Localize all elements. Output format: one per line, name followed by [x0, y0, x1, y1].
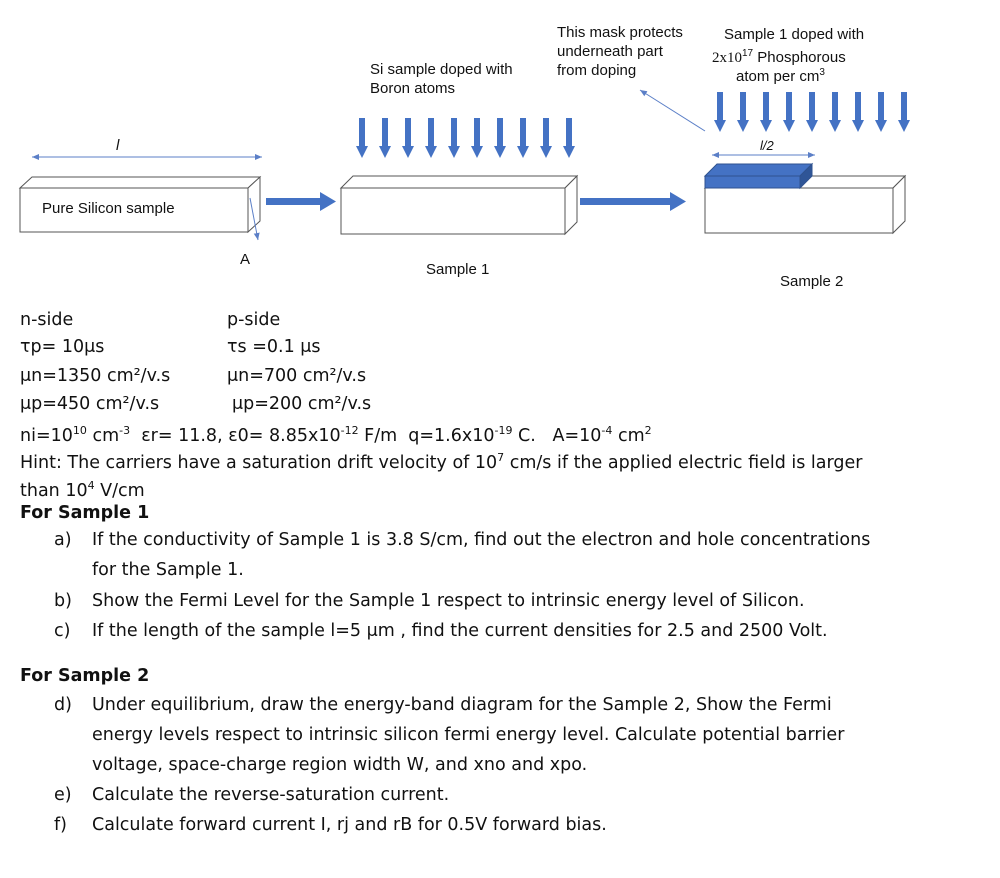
question-f-text: Calculate forward current I, rj and rB for 0.5V forward bias.	[92, 815, 607, 835]
e0-exponent: -12	[340, 424, 359, 437]
pure-silicon-label: Pure Silicon sample	[42, 200, 175, 217]
mask-label-line3: from doping	[557, 62, 637, 79]
p-side-line-3: μp=200 cm²/v.s	[232, 394, 372, 414]
area-unit: cm	[612, 425, 645, 446]
doping-unit: atom per cm	[736, 68, 820, 85]
sample1-label: Sample 1	[426, 261, 490, 278]
hint-velocity-exponent: 7	[497, 451, 505, 464]
question-e-text: Calculate the reverse-saturation current.	[92, 785, 450, 805]
n-side-line-1: τp= 10μs	[20, 337, 105, 357]
boron-doping-arrows	[356, 118, 575, 158]
question-a-cont: for the Sample 1.	[92, 560, 244, 580]
hint-text-2: cm/s if the applied electric field is larger	[504, 452, 863, 473]
sample1-box	[341, 176, 577, 234]
doping-species: Phosphorous	[753, 49, 846, 66]
semiconductor-diagram	[0, 0, 1000, 300]
area-value: C. A=10	[512, 425, 602, 446]
question-f	[54, 810, 607, 840]
ni-value: ni=10	[20, 425, 73, 446]
area-label: A	[240, 251, 251, 268]
charge-exponent: -19	[494, 424, 513, 437]
mask-block	[705, 164, 812, 188]
mask-pointer-arrow	[640, 90, 705, 131]
area-unit-exponent: 2	[644, 424, 652, 437]
question-a-line1: If the conductivity of Sample 1 is 3.8 S/cm, find out the electron and hole concentrations	[92, 530, 871, 550]
question-a	[54, 525, 870, 555]
hint-line-1	[20, 443, 862, 478]
hint-text-1: Hint: The carriers have a saturation drift velocity of 10	[20, 452, 498, 473]
hint-text-3: than 10	[20, 480, 88, 501]
phosphorous-doping-arrows	[714, 92, 910, 132]
mask-label-line2: underneath part	[557, 43, 663, 60]
question-b	[54, 586, 805, 616]
process-arrow-1	[266, 192, 336, 211]
question-e	[54, 780, 449, 810]
question-e-marker: e)	[54, 785, 72, 805]
half-length-label: l/2	[760, 138, 774, 153]
n-side-title: n-side	[20, 310, 74, 330]
hint-field-exponent: 4	[87, 479, 95, 492]
n-side-line-2: μn=1350 cm²/v.s	[20, 366, 171, 386]
hint-text-4: V/cm	[94, 480, 145, 501]
ni-unit: cm	[86, 425, 120, 446]
process-arrow-2	[580, 192, 686, 211]
sample2-section-title: For Sample 2	[20, 666, 150, 686]
question-c-text: If the length of the sample l=5 μm , find the current densities for 2.5 and 2500 Volt.	[92, 621, 828, 641]
question-b-marker: b)	[54, 591, 72, 611]
ni-exponent: 10	[72, 424, 87, 437]
question-c-marker: c)	[54, 621, 71, 641]
si-boron-label-line2: Boron atoms	[370, 80, 456, 97]
si-boron-label-line1: Si sample doped with	[370, 61, 513, 78]
charge-value: F/m q=1.6x10	[358, 425, 495, 446]
diagram-svg	[0, 0, 1000, 300]
permittivity-values: εr= 11.8, ε0= 8.85x10	[130, 425, 341, 446]
sample2-label: Sample 2	[780, 273, 844, 290]
question-c	[54, 616, 828, 646]
question-d-line1: Under equilibrium, draw the energy-band diagram for the Sample 2, Show the Fermi	[92, 695, 832, 715]
question-f-marker: f)	[54, 815, 67, 835]
question-d-line2: energy levels respect to intrinsic silicon fermi energy level. Calculate potential barrier	[92, 725, 845, 745]
question-b-text: Show the Fermi Level for the Sample 1 respect to intrinsic energy level of Silicon.	[92, 591, 805, 611]
sample1-doped-label-line1: Sample 1 doped with	[724, 26, 865, 43]
doping-exponent: 17	[742, 48, 754, 59]
p-side-line-1: τs =0.1 μs	[227, 337, 321, 357]
ni-unit-exponent: -3	[119, 424, 131, 437]
doping-unit-exponent: 3	[819, 67, 825, 78]
sample1-doped-label-line3	[736, 64, 825, 86]
length-label: l	[116, 137, 120, 154]
n-side-line-3: μp=450 cm²/v.s	[20, 394, 160, 414]
mask-label-line1: This mask protects	[557, 24, 683, 41]
doping-mantissa: 2x10	[712, 50, 742, 66]
question-d-line3: voltage, space-charge region width W, and xno and xpo.	[92, 755, 588, 775]
question-d	[54, 690, 832, 720]
area-exponent: -4	[601, 424, 613, 437]
question-d-marker: d)	[54, 695, 72, 715]
p-side-title: p-side	[227, 310, 281, 330]
sample1-section-title: For Sample 1	[20, 503, 150, 523]
p-side-line-2: μn=700 cm²/v.s	[227, 366, 367, 386]
question-a-marker: a)	[54, 530, 72, 550]
